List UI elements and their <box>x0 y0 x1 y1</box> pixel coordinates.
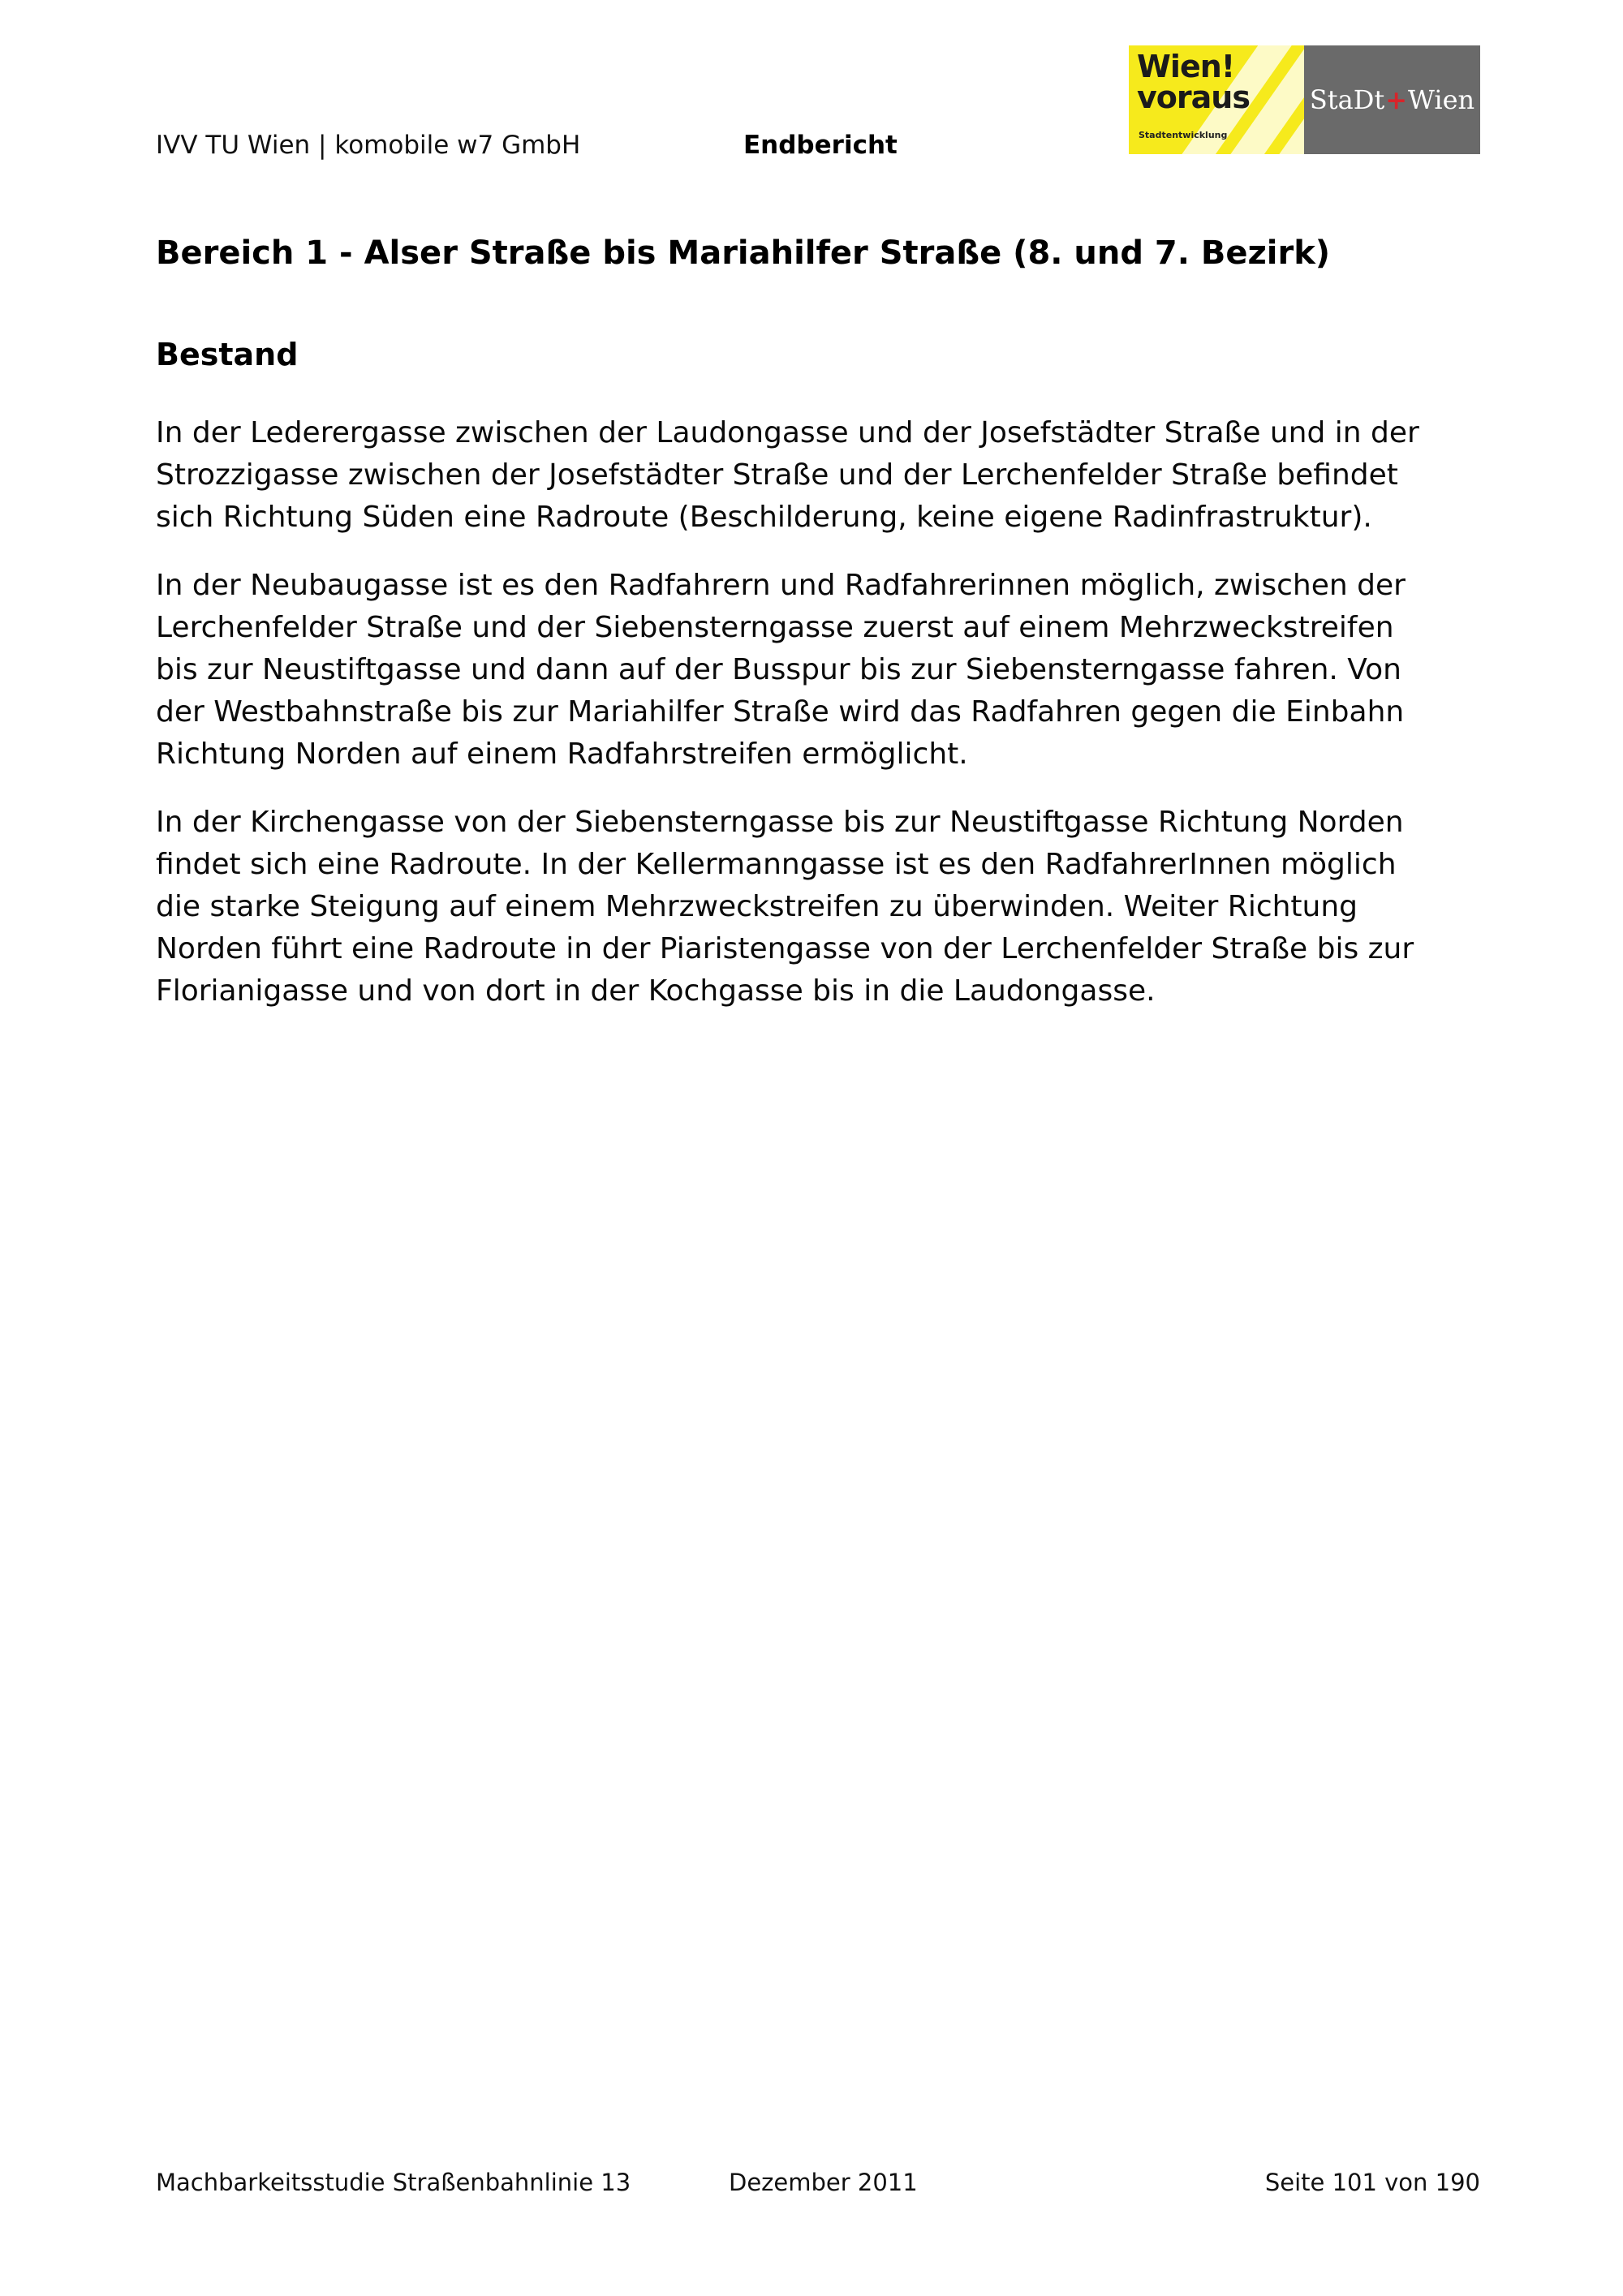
paragraph-line: Florianigasse und von dort in der Kochgasse bis in die Laudongasse. <box>156 974 1156 1008</box>
paragraph <box>156 412 1487 539</box>
paragraph-line: sich Richtung Süden eine Radroute (Beschilderung, keine eigene Radinfrastruktur). <box>156 501 1372 534</box>
header-authors: IVV TU Wien | komobile w7 GmbH <box>156 131 581 160</box>
page-title: Bereich 1 - Alser Straße bis Mariahilfer Straße (8. und 7. Bezirk) <box>156 234 1331 272</box>
paragraph-line: In der Kirchengasse von der Siebensterngasse bis zur Neustiftgasse Richtung Norden <box>156 806 1404 839</box>
logo-plus-icon: + <box>1385 84 1408 115</box>
header-report-type: Endbericht <box>743 131 898 160</box>
section-heading: Bestand <box>156 337 299 372</box>
paragraph-line: findet sich eine Radroute. In der Kellermanngasse ist es den RadfahrerInnen möglich <box>156 848 1397 881</box>
paragraph-line: bis zur Neustiftgasse und dann auf der Busspur bis zur Siebensterngasse fahren. Von <box>156 653 1401 686</box>
paragraph-line: der Westbahnstraße bis zur Mariahilfer Straße wird das Radfahren gegen die Einbahn <box>156 695 1405 729</box>
paragraph-line: Richtung Norden auf einem Radfahrstreifen ermöglicht. <box>156 737 968 771</box>
footer-page-number: Seite 101 von 190 <box>1264 2169 1480 2196</box>
logo-text-wien-city: Wien <box>1408 84 1475 115</box>
paragraph <box>156 565 1487 776</box>
paragraph-line: Norden führt eine Radroute in der Piaristengasse von der Lerchenfelder Straße bis zur <box>156 932 1414 965</box>
paragraph-line: Lerchenfelder Straße und der Siebensterngasse zuerst auf einem Mehrzweckstreifen <box>156 611 1394 644</box>
paragraph-line: In der Lederergasse zwischen der Laudongasse und der Josefstädter Straße und in der <box>156 416 1419 449</box>
footer-study-title: Machbarkeitsstudie Straßenbahnlinie 13 <box>156 2169 631 2196</box>
logo-group <box>1129 45 1480 154</box>
logo-text-wien: Wien! <box>1137 49 1235 84</box>
footer-date: Dezember 2011 <box>729 2169 918 2196</box>
wien-voraus-logo <box>1129 45 1304 154</box>
logo-text-stadtentwicklung: Stadtentwicklung <box>1139 130 1228 140</box>
main-content <box>156 229 1487 1013</box>
paragraph-line: Strozzigasse zwischen der Josefstädter Straße und der Lerchenfelder Straße befindet <box>156 458 1398 492</box>
logo-text-stadt: StaDt <box>1309 84 1385 115</box>
paragraph-line: In der Neubaugasse ist es den Radfahrern und Radfahrerinnen möglich, zwischen der <box>156 569 1406 602</box>
stadt-wien-logo <box>1304 45 1480 154</box>
paragraph-line: die starke Steigung auf einem Mehrzweckstreifen zu überwinden. Weiter Richtung <box>156 890 1358 923</box>
logo-text-voraus: voraus <box>1137 80 1250 115</box>
paragraph <box>156 802 1487 1013</box>
